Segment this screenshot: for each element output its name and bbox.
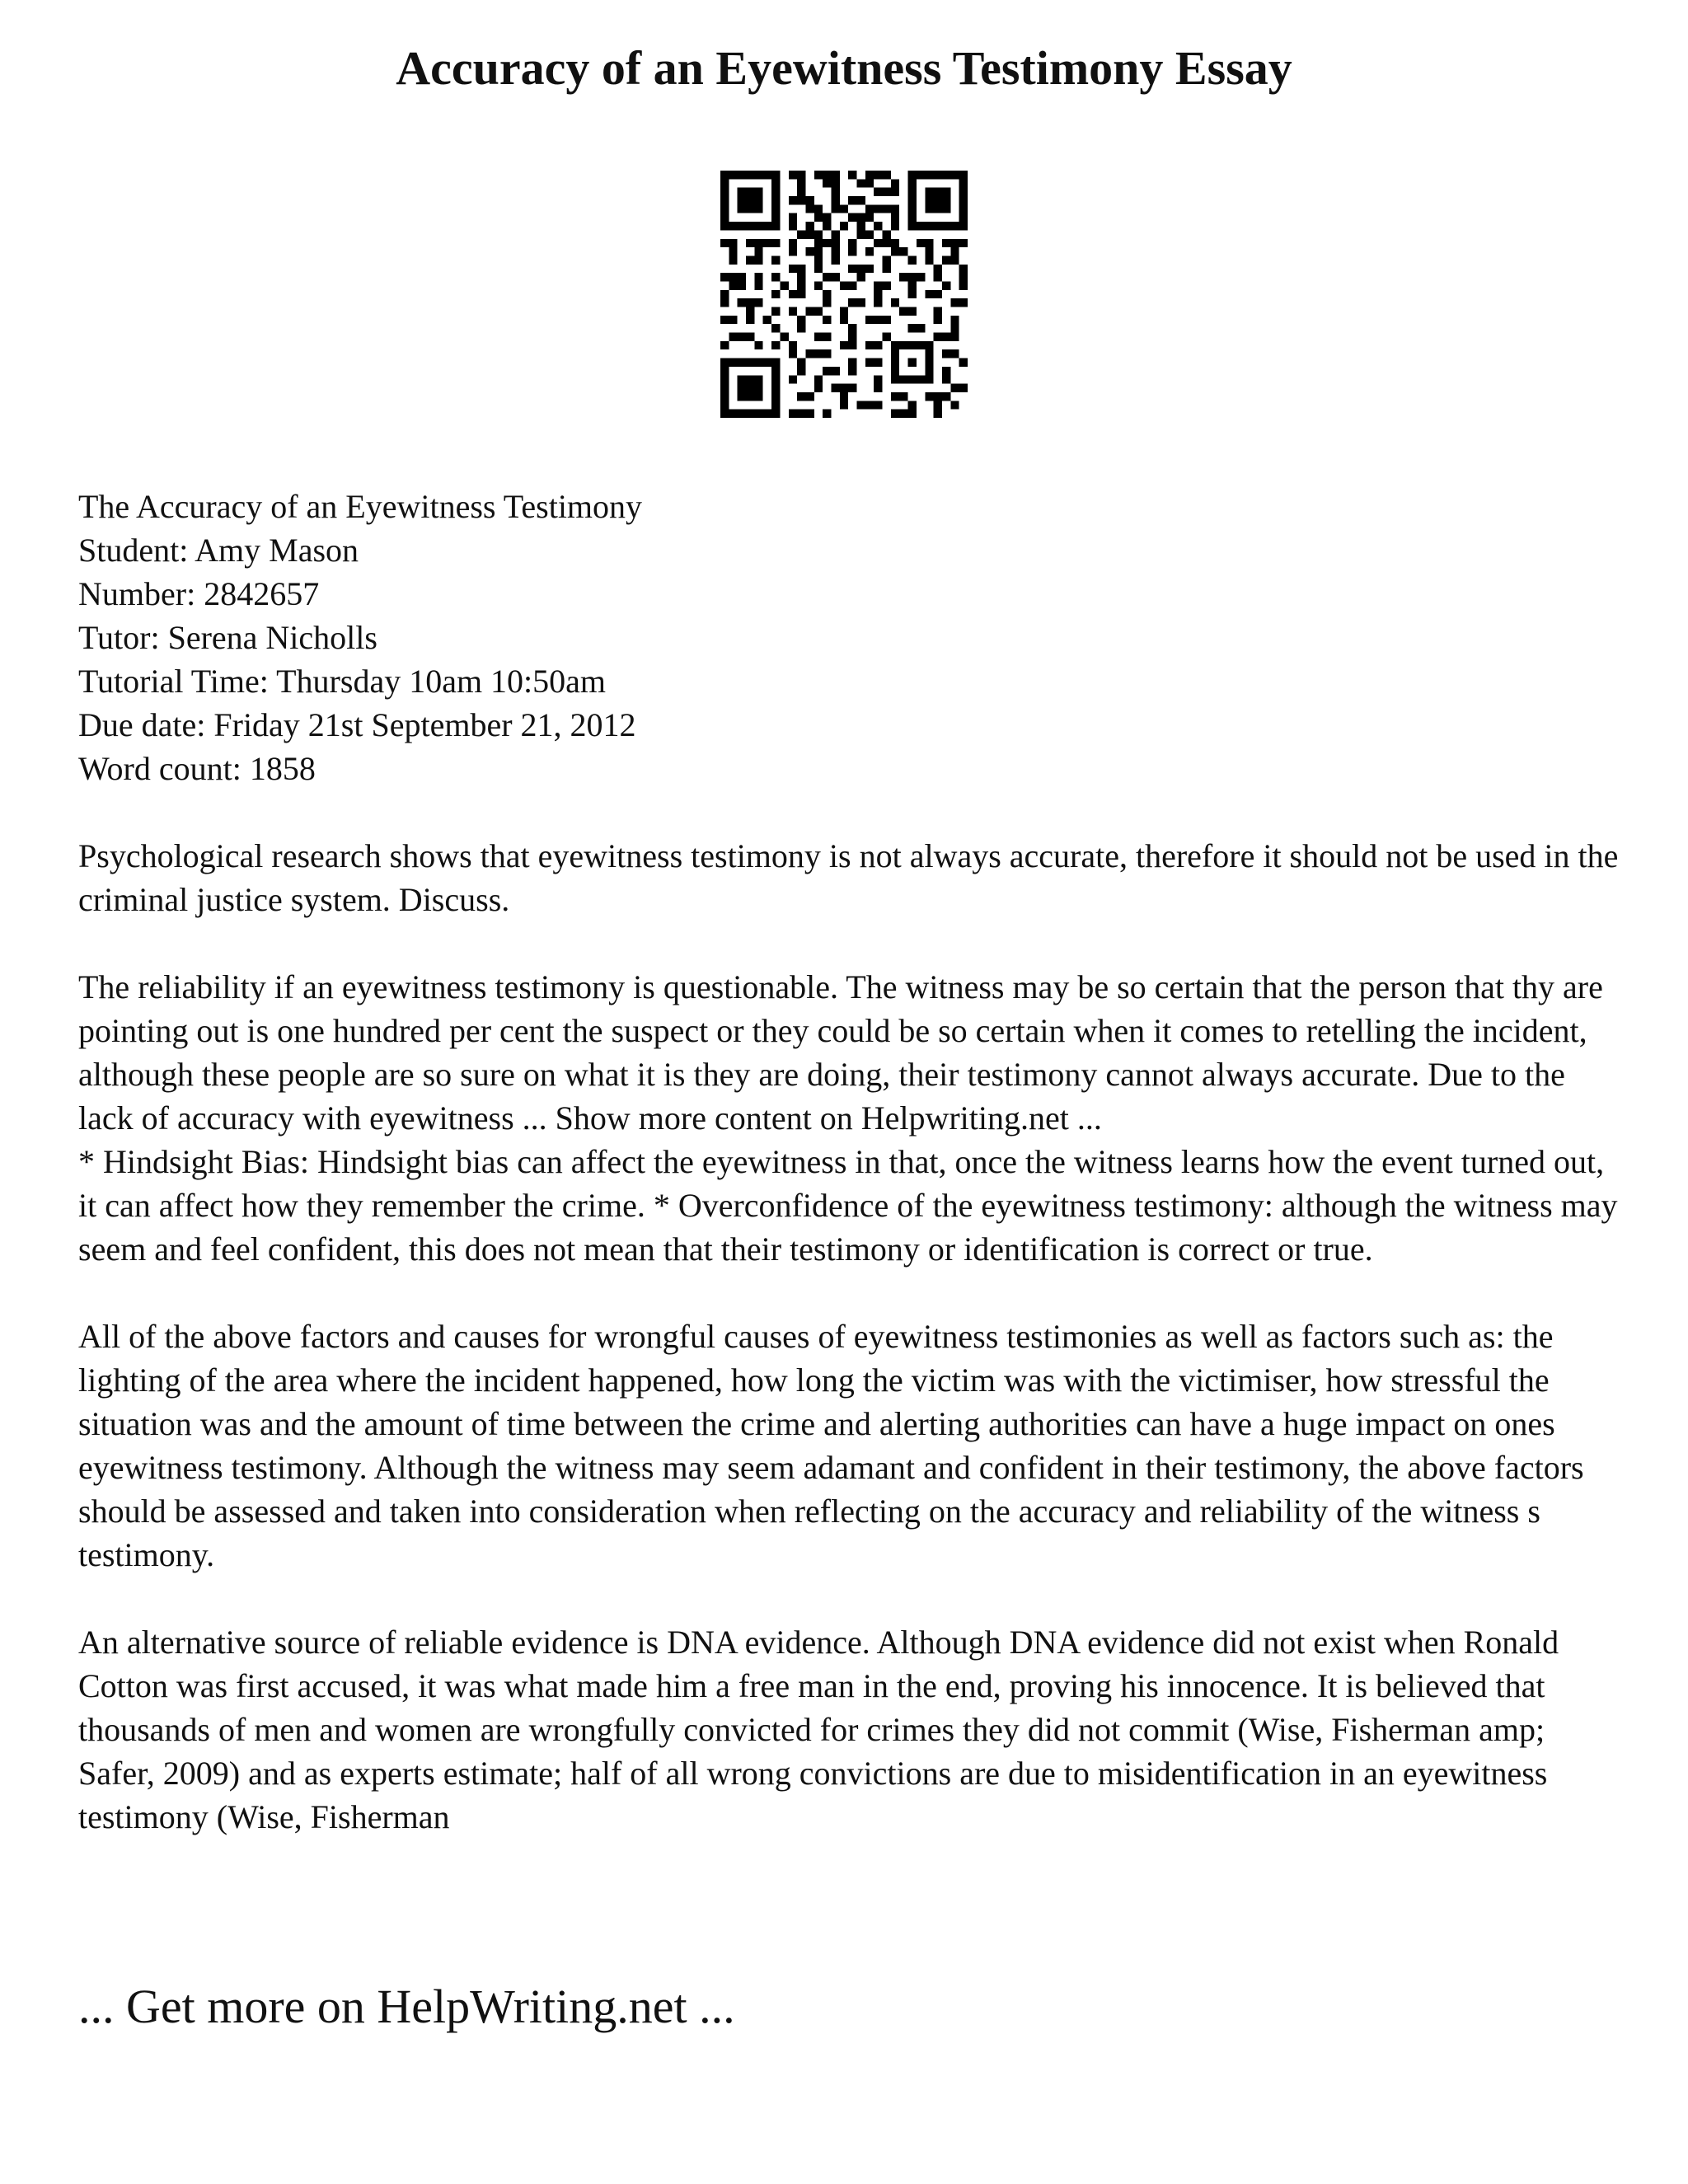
page-title: Accuracy of an Eyewitness Testimony Essay — [396, 41, 1292, 95]
qr-code-icon — [720, 171, 968, 418]
get-more-link[interactable]: ... Get more on HelpWriting.net ... — [78, 1980, 735, 2033]
paragraph-hindsight-bias: * Hindsight Bias: Hindsight bias can affect the eyewitness in that, once the witness learns how the event turned out, it can affect how they remember the crime. * Overconfidence of the eyewitness testimony: although the witness may seem and feel confident, this does not mean that their testimony or identification is correct or true. — [78, 1143, 1618, 1268]
paragraph-dna-evidence: An alternative source of reliable evidence is DNA evidence. Although DNA evidence did not exist when Ronald Cotton was first accused, it was what made him a free man in the end, proving his innocence. It is believed that thousands of men and women are wrongfully convicted for crimes they did not commit (Wise, Fisherman amp; Safer, 2009) and as experts estimate; half of all wrong convictions are due to misidentification in an eyewitness testimony (Wise, Fisherman — [78, 1624, 1559, 1835]
meta-essay-title: The Accuracy of an Eyewitness Testimony — [78, 488, 643, 525]
essay-question: Psychological research shows that eyewitness testimony is not always accurate, therefore it should not be used in the criminal justice system. Discuss. — [78, 837, 1619, 918]
paragraph-factors: All of the above factors and causes for wrongful causes of eyewitness testimonies as well as factors such as: the lighting of the area where the incident happened, how long the victim was with the victimiser, how stressful the situation was and the amount of time between the crime and alerting authorities can have a huge impact on ones eyewitness testimony. Although the witness may seem adamant and confident in their testimony, the above factors should be assessed and taken into consideration when reflecting on the accuracy and reliability of the witness s testimony. — [78, 1318, 1584, 1573]
meta-student: Student: Amy Mason — [78, 532, 359, 569]
essay-body — [78, 485, 1628, 1839]
meta-word-count: Word count: 1858 — [78, 750, 316, 787]
meta-due-date: Due date: Friday 21st September 21, 2012 — [78, 706, 636, 743]
essay-meta — [78, 485, 1628, 790]
meta-tutor: Tutor: Serena Nicholls — [78, 619, 377, 656]
paragraph-reliability: The reliability if an eyewitness testimony is questionable. The witness may be so certain that the person that thy are pointing out is one hundred per cent the suspect or they could be so certain when it comes to retelling the incident, although these people are so sure on what it is they are doing, their testimony cannot always accurate. Due to the lack of accuracy with eyewitness ... Show more content on Helpwriting.net ... — [78, 968, 1603, 1137]
meta-number: Number: 2842657 — [78, 575, 320, 612]
meta-tutorial-time: Tutorial Time: Thursday 10am 10:50am — [78, 663, 607, 700]
